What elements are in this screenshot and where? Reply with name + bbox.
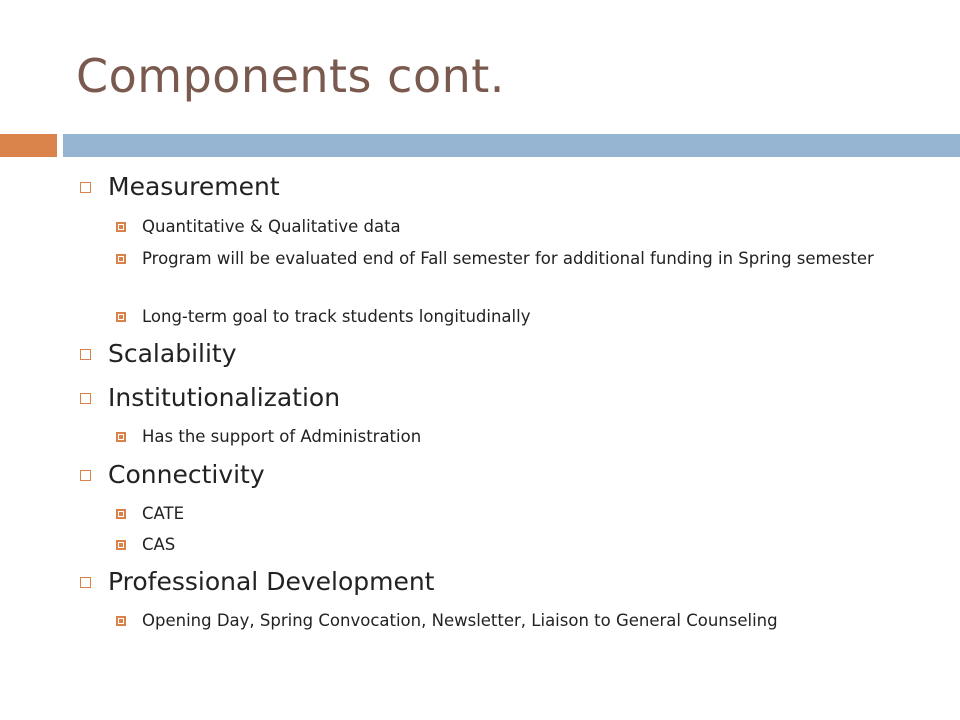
bullet-item-professional-development: Professional Development (108, 567, 435, 596)
sub-bullet-item: CAS (142, 535, 176, 554)
square-outline-bullet-icon (80, 393, 91, 404)
square-outline-bullet-icon (80, 577, 91, 588)
square-outline-bullet-icon (80, 470, 91, 481)
square-bullet-icon (116, 509, 126, 519)
slide-title: Components cont. (76, 49, 505, 103)
sub-bullet-item: CATE (142, 504, 185, 523)
sub-bullet-item: Opening Day, Spring Convocation, Newsletter, Liaison to General Counseling (142, 611, 778, 630)
square-bullet-icon (116, 312, 126, 322)
bullet-item-institutionalization: Institutionalization (108, 383, 341, 412)
square-outline-bullet-icon (80, 349, 91, 360)
square-bullet-icon (116, 540, 126, 550)
sub-bullet-item: Quantitative & Qualitative data (142, 217, 401, 236)
square-bullet-icon (116, 254, 126, 264)
square-bullet-icon (116, 432, 126, 442)
bullet-item-measurement: Measurement (108, 172, 280, 201)
sub-bullet-item: Long-term goal to track students longitudinally (142, 307, 531, 326)
sub-bullet-item: Program will be evaluated end of Fall semester for additional funding in Spring semester (142, 249, 874, 268)
bullet-item-scalability: Scalability (108, 339, 237, 368)
square-bullet-icon (116, 616, 126, 626)
square-outline-bullet-icon (80, 182, 91, 193)
square-bullet-icon (116, 222, 126, 232)
sub-bullet-item: Has the support of Administration (142, 427, 422, 446)
bullet-item-connectivity: Connectivity (108, 460, 265, 489)
